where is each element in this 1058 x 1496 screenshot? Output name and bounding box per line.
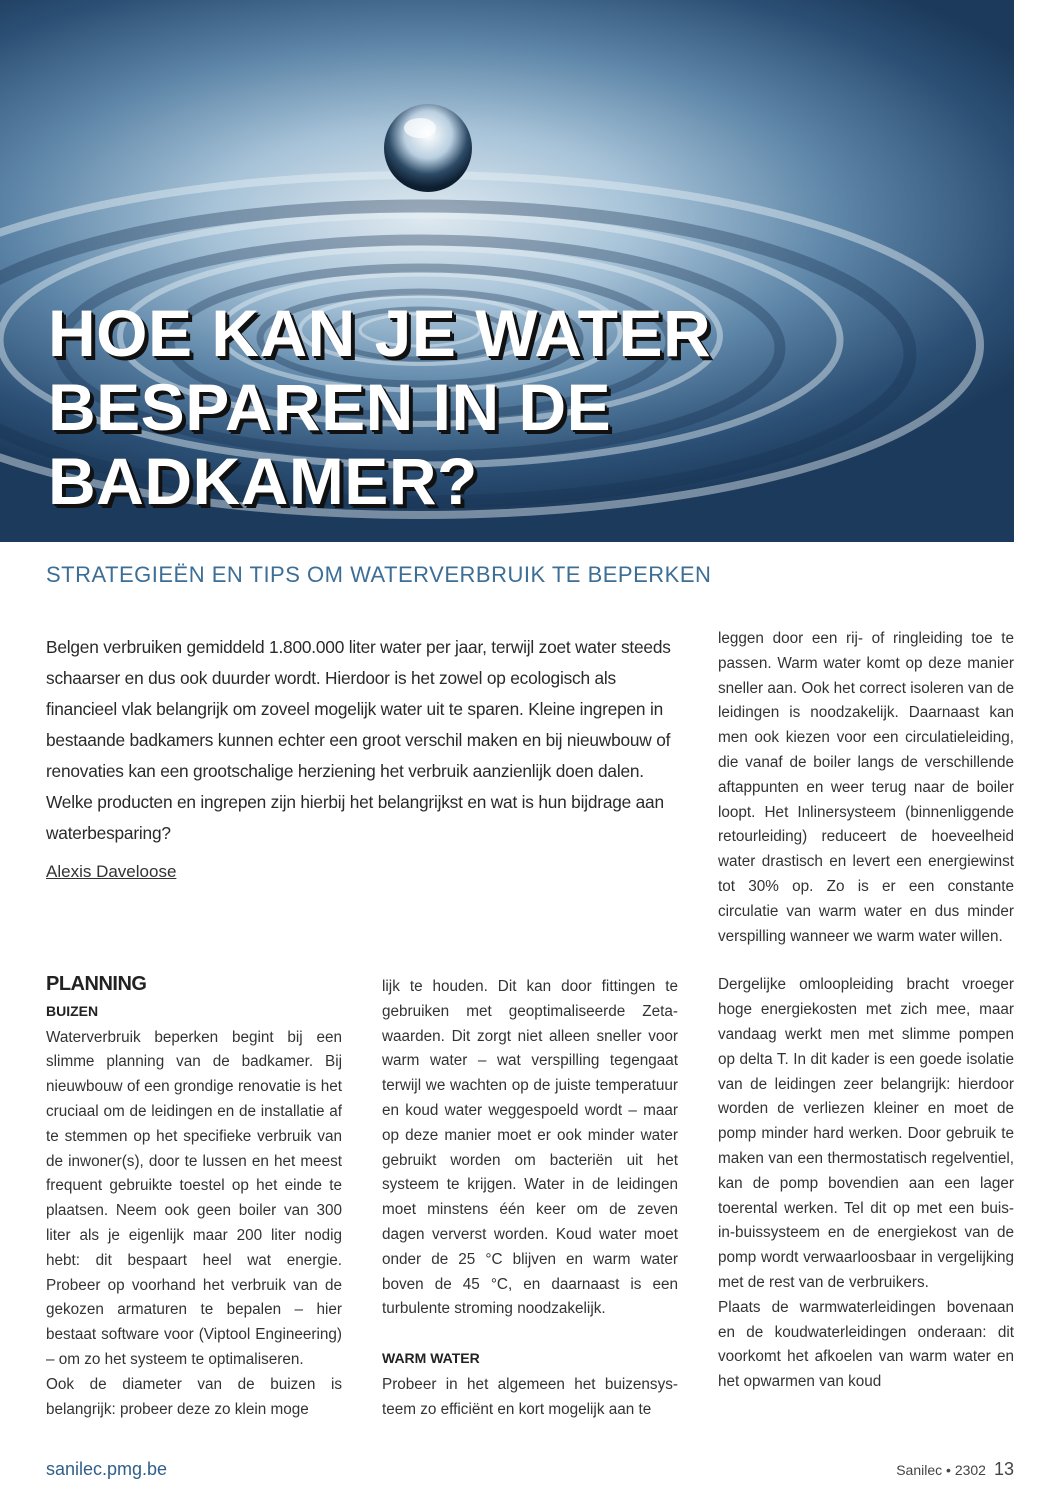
column-2 (382, 975, 678, 1423)
paragraph: Plaats de warmwaterleidingen bovenaan en de koudwaterleidingen onderaan: dit voorkomt het afkoelen van warm water en het opwarmen van koud (718, 1298, 1014, 1391)
author-link[interactable]: Alexis Daveloose (46, 862, 177, 881)
subheading-buizen: BUIZEN (46, 1002, 99, 1019)
title-line-2: BESPAREN IN DE (48, 370, 612, 444)
intro-paragraph: Belgen verbruiken gemiddeld 1.800.000 liter water per jaar, terwijl zoet water steeds schaarser en dus ook duurder wordt. Hierdoor is het zowel op ecologisch als financieel vlak belangrijk om zoveel mogelijk water uit te sparen. Kleine ingrepen in bestaande badkamers kunnen echter een groot verschil maken en bij nieuwbouw of renovaties kan een grootschalige herziening het verbruik aanzienlijk doen dalen. Welke producten en ingrepen zijn hierbij het belangrijkst en wat is hun bijdrage aan waterbesparing? (46, 637, 671, 843)
paragraph: leggen door een rij- of ringleiding toe te passen. Warm water komt op deze manier sneller aan. Ook het correct isoleren van de leidingen is noodzakelijk. Daarnaast kan men ook kiezen voor een circulatieleiding, die vanaf de boiler langs de verschillende aftappunten en weer terug naar de boiler loopt. Het Inlinersysteem (binnenliggende retourleiding) reduceert de hoeveelheid water drastisch en levert een energiewinst tot 30% op. Zo is er een constante circulatie van warm water en dus minder verspilling wanneer we warm water willen. (718, 630, 1014, 945)
footer-issue (896, 1459, 1014, 1480)
title-line-3: BADKAMER? (48, 444, 478, 518)
section-heading-planning: PLANNING (46, 973, 147, 995)
column-1 (46, 972, 342, 1422)
paragraph: Probeer in het algemeen het buizensysteem zo efficiënt en kort mogelijk aan te (382, 1375, 678, 1418)
paragraph: Waterverbruik beperken begint bij een slimme planning van de badkamer. Bij nieuwbouw of een grondige renovatie is het cruciaal om de leidingen en de installatie af te stemmen op het specifieke verbruik van de inwoner(s), door te lussen en het meest frequent gebruikte toestel op het einde te plaatsen. Neem ook geen boiler van 300 liter als je eigenlijk maar 200 liter nodig hebt: dit bespaart heel wat energie. Probeer op voorhand het verbruik van de gekozen armaturen te bepalen – hier bestaat software voor (Viptool Engineering) – om zo het systeem te optimaliseren. (46, 1028, 342, 1368)
issue-label: Sanilec • 2302 (896, 1462, 986, 1478)
water-drop (384, 104, 472, 192)
subheading-warm-water: WARM WATER (382, 1350, 480, 1367)
page-number: 13 (993, 1459, 1014, 1479)
article-subtitle: STRATEGIEËN EN TIPS OM WATERVERBRUIK TE BEPERKEN (46, 562, 712, 587)
column-3 (718, 627, 1014, 1395)
paragraph: Ook de diameter van de buizen is belangrijk: probeer deze zo klein moge (46, 1375, 342, 1418)
hero-image (0, 0, 1014, 542)
footer-website-link[interactable]: sanilec.pmg.be (46, 1459, 168, 1479)
paragraph: lijk te houden. Dit kan door fittingen te gebruiken met geoptimaliseerde Zeta-waarden. Dit zorgt niet alleen sneller voor warm water – wat verspilling tegengaat terwijl we wachten op de juiste temperatuur en koud water weggespoeld wordt – maar op deze manier moet er ook minder water gebruikt worden om bacteriën uit het systeem te krijgen. Water in de leidingen moet minstens één keer om de zeven dagen ververst worden. Koud water moet onder de 25 °C blijven en warm water boven de 45 °C, en daarnaast is een turbulente stroming noodzakelijk. (382, 978, 678, 1318)
title-line-1: HOE KAN JE WATER (48, 296, 712, 370)
paragraph: Dergelijke omloopleiding bracht vroeger hoge energiekosten met zich mee, maar vandaag werkt men met slimme pompen op delta T. In dit kader is een goede isolatie van de leidingen zeer belangrijk: hierdoor worden de verliezen kleiner en moet de pomp minder hard werken. Door gebruik te maken van een thermostatisch regelventiel, kan de pomp bovendien aan een lager toerental werken. Tel dit op met een buis-in-buissysteem en de energiekost van de pomp wordt verwaarloosbaar in vergelijking met de rest van de verbruikers. (718, 976, 1014, 1291)
page-title (48, 296, 711, 518)
